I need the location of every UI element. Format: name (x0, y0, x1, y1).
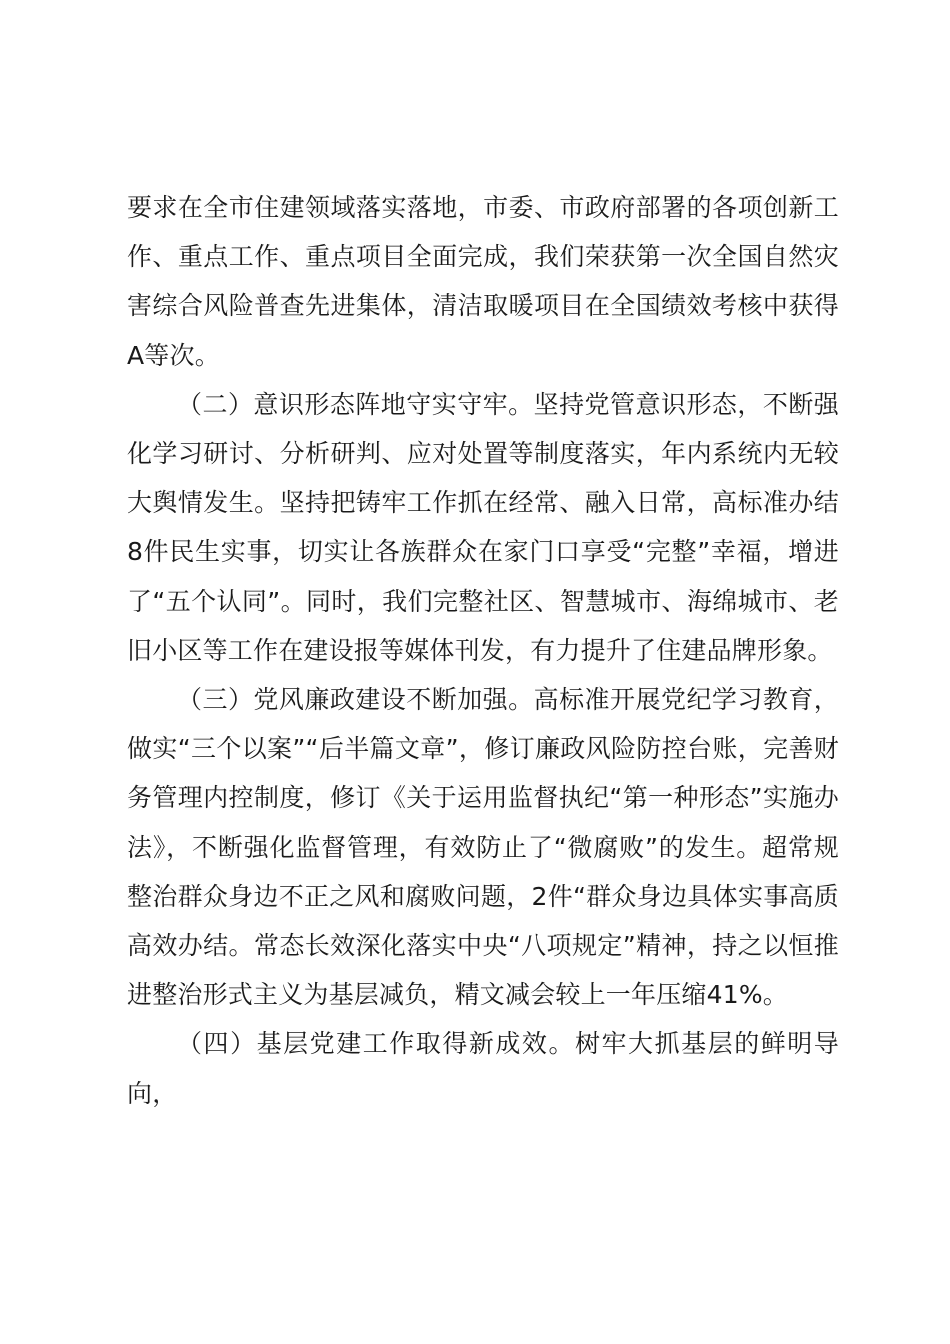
document-body (127, 183, 839, 1118)
paragraph-integrity: （三）党风廉政建设不断加强。高标准开展党纪学习教育，做实“三个以案”“后半篇文章”，修订廉政风险防控台账，完善财务管理内控制度，修订《关于运用监督执纪“第一种形态”实施办法》，不断强化监督管理，有效防止了“微腐败”的发生。超常规整治群众身边不正之风和腐败问题，2件“群众身边具体实事高质高效办结。常态长效深化落实中央“八项规定”精神，持之以恒推进整治形式主义为基层减负，精文减会较上一年压缩41%。 (127, 685, 839, 1010)
paragraph-ideology: （二）意识形态阵地守实守牢。坚持党管意识形态，不断强化学习研讨、分析研判、应对处置等制度落实，年内系统内无较大舆情发生。坚持把铸牢工作抓在经常、融入日常，高标准办结8件民生实事，切实让各族群众在家门口享受“完整”幸福，增进了“五个认同”。同时，我们完整社区、智慧城市、海绵城市、老旧小区等工作在建设报等媒体刊发，有力提升了住建品牌形象。 (127, 389, 839, 665)
paragraph-continuation: 要求在全市住建领域落实落地，市委、市政府部署的各项创新工作、重点工作、重点项目全面完成，我们荣获第一次全国自然灾害综合风险普查先进集体，清洁取暖项目在全国绩效考核中获得A等次。 (127, 193, 839, 370)
paragraph-grassroots: （四）基层党建工作取得新成效。树牢大抓基层的鲜明导向， (127, 1029, 839, 1108)
